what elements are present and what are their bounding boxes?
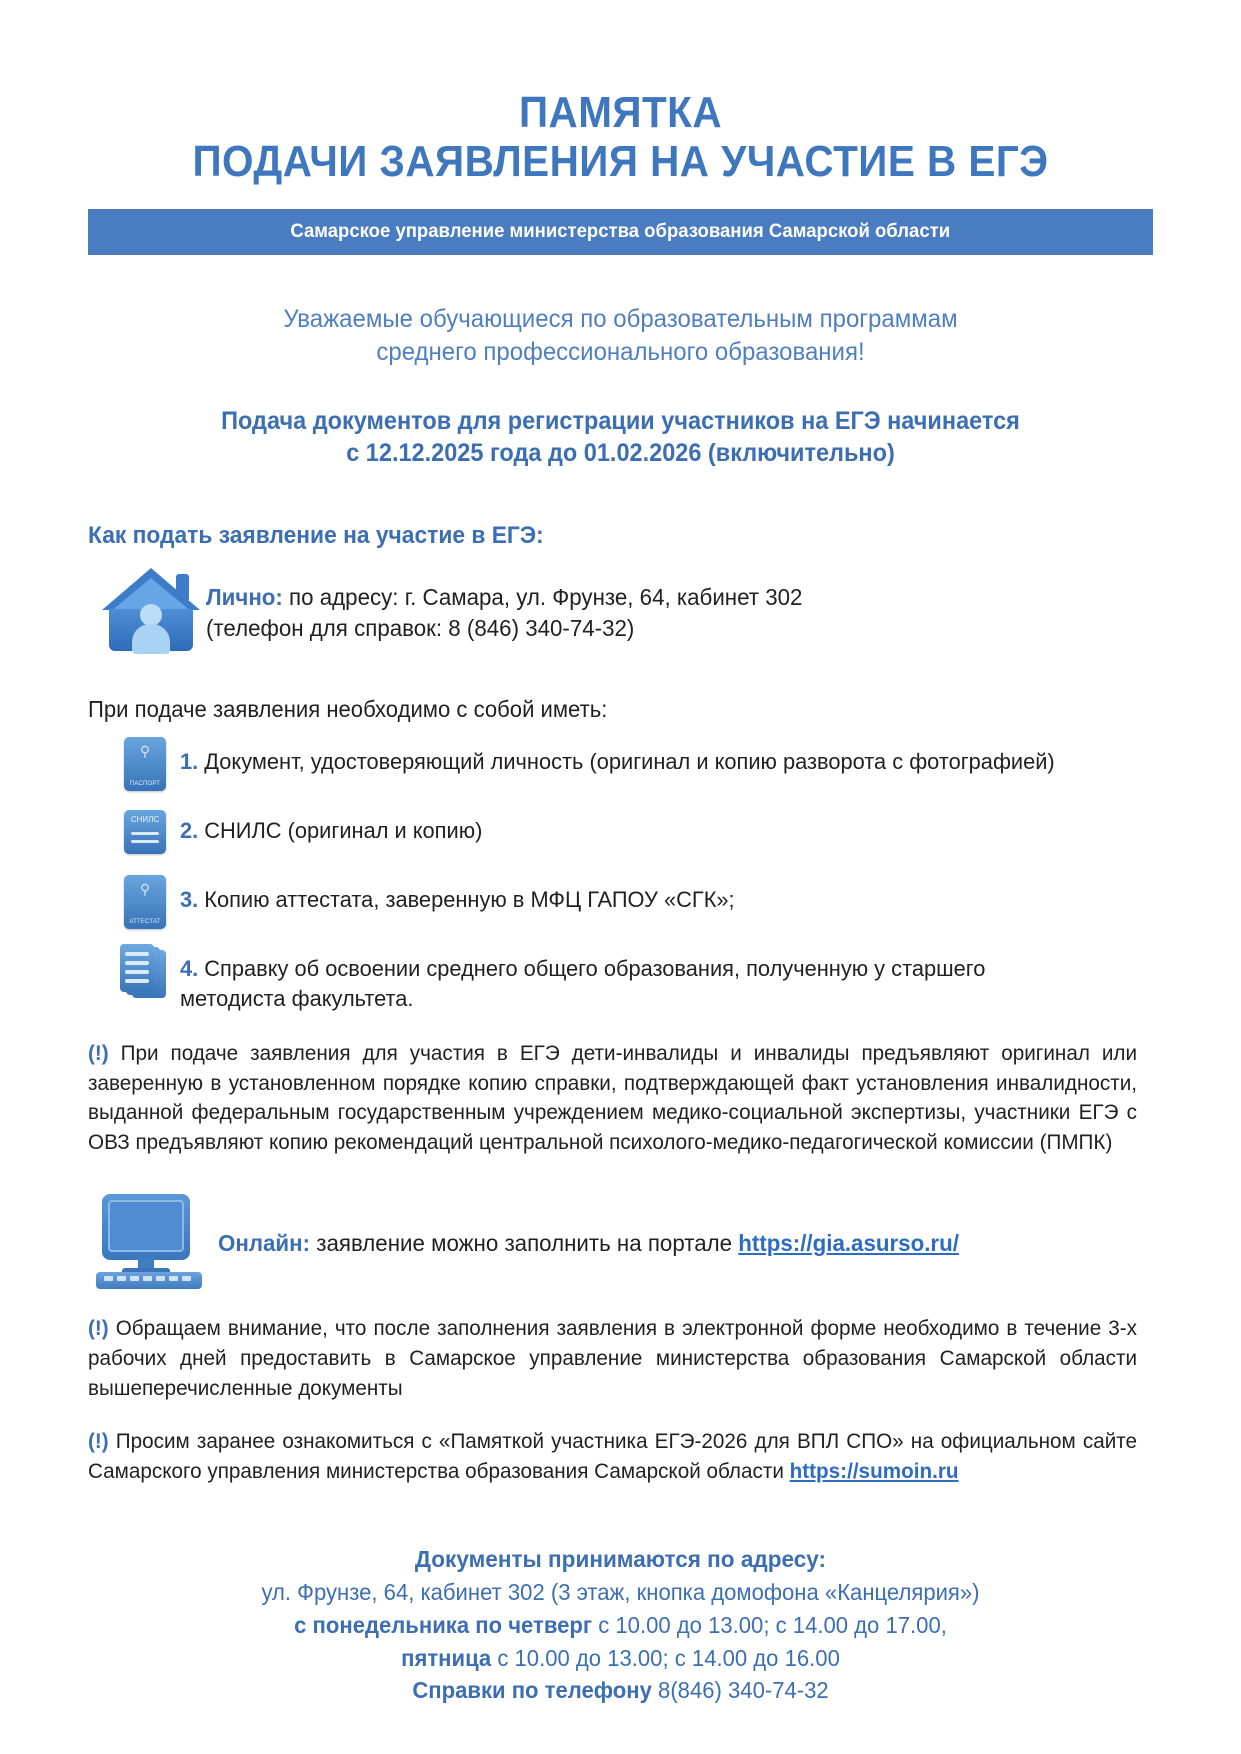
disability-note xyxy=(88,1039,1137,1158)
footer-hours-weekdays-value: с 10.00 до 13.00; с 14.00 до 17.00, xyxy=(592,1612,947,1639)
online-description: заявление можно заполнить на портале xyxy=(310,1229,739,1256)
footer-title: Документы принимаются по адресу: xyxy=(414,1546,827,1573)
footer-hours-weekdays xyxy=(109,1609,1131,1642)
footer-address: ул. Фрунзе, 64, кабинет 302 (3 этаж, кнопка домофона «Канцелярия») xyxy=(261,1579,980,1606)
document-label-2: СНИЛС (оригинал и копию) xyxy=(198,817,483,843)
intro-line-1: Уважаемые обучающиеся по образовательным программам xyxy=(283,304,958,333)
list-item xyxy=(88,942,1153,1015)
document-text-3 xyxy=(180,873,735,916)
sumoin-site-link[interactable]: https://sumoin.ru xyxy=(789,1460,959,1484)
snils-icon-caption: СНИЛС xyxy=(130,814,160,824)
documents-stack-icon xyxy=(116,942,180,998)
intro-greeting xyxy=(109,303,1131,369)
bring-documents-heading: При подаче заявления необходимо с собой иметь: xyxy=(88,695,608,722)
online-label: Онлайн: xyxy=(218,1229,311,1256)
footer-reception-info xyxy=(109,1543,1131,1707)
disability-note-text: При подаче заявления для участия в ЕГЭ дети-инвалиды и инвалиды предъявляют оригинал или заверенную в установленном порядке копию справки, подтверждающей факт установления инвалидности, выданной федеральным государственным учреждением медико-социальной экспертизы, участники ЕГЭ с ОВЗ предъявляют копию рекомендаций центральной психолого-медико-педагогической комиссии (ПМПК) xyxy=(88,1041,1138,1155)
online-section xyxy=(88,1194,1153,1290)
list-item xyxy=(88,804,1153,860)
desktop-computer-icon xyxy=(94,1194,218,1290)
passport-icon-caption: ПАСПОРТ xyxy=(129,780,161,787)
attestat-icon-caption: АТТЕСТАТ xyxy=(129,918,161,925)
in-person-section xyxy=(88,564,1153,654)
how-to-apply-heading: Как подать заявление на участие в ЕГЭ: xyxy=(88,521,544,549)
footer-phone-value: 8(846) 340-74-32 xyxy=(651,1677,829,1704)
gia-portal-link[interactable]: https://gia.asurso.ru/ xyxy=(738,1229,959,1256)
footer-hours-friday-label: пятница xyxy=(401,1644,492,1671)
registration-period-line-2: с 12.12.2025 года до 01.02.2026 (включительно) xyxy=(346,439,895,468)
page-title-line-1: ПАМЯТКА xyxy=(518,88,723,137)
registration-period xyxy=(120,405,1121,470)
organization-banner xyxy=(88,209,1153,255)
footer-hours-weekdays-label: с понедельника по четверг xyxy=(294,1612,593,1639)
document-label-1: Документ, удостоверяющий личность (оригинал и копию разворота с фотографией) xyxy=(198,748,1055,774)
electronic-form-note xyxy=(88,1314,1137,1403)
memo-reference-note-text: Просим заранее ознакомиться с «Памяткой участника ЕГЭ-2026 для ВПЛ СПО» на официальном сайте Самарского управления министерства образования Самарской области xyxy=(88,1430,1138,1484)
document-number-1: 1. xyxy=(180,748,199,774)
document-label-4: Справку об освоении среднего общего образования, полученную у старшего методиста факультета. xyxy=(180,955,986,1012)
document-text-2 xyxy=(180,804,482,847)
document-text-1 xyxy=(180,735,1055,778)
footer-hours-friday-value: с 10.00 до 13.00; с 14.00 до 16.00 xyxy=(491,1644,840,1671)
page-title xyxy=(88,0,1153,187)
memo-reference-note-mark: (!) xyxy=(88,1430,109,1454)
electronic-form-note-mark: (!) xyxy=(88,1316,109,1340)
online-text xyxy=(218,1194,959,1257)
page-title-line-2: ПОДАЧИ ЗАЯВЛЕНИЯ НА УЧАСТИЕ В ЕГЭ xyxy=(192,137,1049,187)
attestat-icon: ⚲ АТТЕСТАТ xyxy=(116,873,180,929)
footer-hours-friday xyxy=(109,1642,1131,1675)
document-label-3: Копию аттестата, заверенную в МФЦ ГАПОУ «СГК»; xyxy=(198,886,735,912)
document-number-4: 4. xyxy=(180,955,199,981)
passport-icon: ⚲ ПАСПОРТ xyxy=(116,735,180,791)
in-person-phone: (телефон для справок: 8 (846) 340-74-32) xyxy=(206,615,635,642)
document-number-3: 3. xyxy=(180,886,199,912)
footer-phone-label: Справки по телефону xyxy=(412,1677,652,1704)
in-person-address: по адресу: г. Самара, ул. Фрунзе, 64, кабинет 302 xyxy=(282,583,803,610)
house-with-person-icon xyxy=(96,564,206,654)
electronic-form-note-text: Обращаем внимание, что после заполнения заявления в электронной форме необходимо в течение 3-х рабочих дней предоставить в Самарское управление министерства образования Самарской области вышеперечисленные документы xyxy=(88,1316,1138,1400)
in-person-text xyxy=(206,564,802,645)
document-number-2: 2. xyxy=(180,817,199,843)
memo-reference-note xyxy=(88,1427,1137,1487)
intro-line-2: среднего профессионального образования! xyxy=(376,337,865,366)
required-documents-list xyxy=(88,735,1153,1015)
list-item xyxy=(88,873,1153,929)
registration-period-line-1: Подача документов для регистрации участников на ЕГЭ начинается xyxy=(221,406,1020,435)
list-item xyxy=(88,735,1153,791)
footer-phone xyxy=(109,1674,1131,1707)
in-person-label: Лично: xyxy=(206,583,283,610)
snils-card-icon xyxy=(116,804,180,860)
document-text-4 xyxy=(180,942,1034,1015)
disability-note-mark: (!) xyxy=(88,1041,109,1065)
organization-banner-text: Самарское управление министерства образования Самарской области xyxy=(290,220,951,243)
